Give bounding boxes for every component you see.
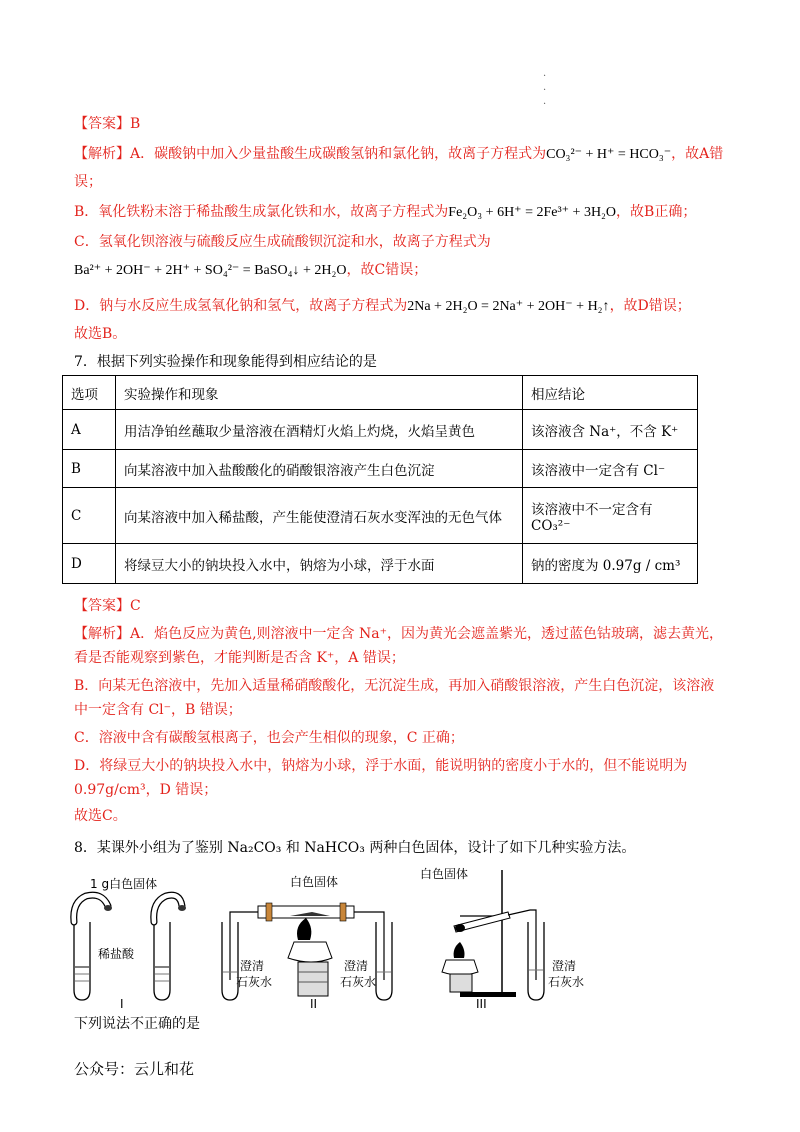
q7-analysis-line: C．溶液中含有碳酸氢根离子，也会产生相似的现象，C 正确； [74,730,464,746]
q7-analysis-line: D．将绿豆大小的钠块投入水中，钠熔为小球，浮于水面，能说明钠的密度小于水的，但不能说明为 [74,758,688,774]
q6-conclusion: 故选B。 [74,326,127,342]
figure-3 [420,866,584,1011]
q7-analysis-line: B．向某无色溶液中，先加入适量稀硝酸酸化，无沉淀生成，再加入硝酸银溶液，产生白色沉淀，该溶液 [74,678,715,694]
table-row [63,450,698,488]
figure-2 [222,874,392,1011]
footer-wechat: 公众号：云儿和花 [74,1060,195,1078]
table-header-row [63,376,698,410]
fig2-label-limewater-left-1: 澄清 [240,959,265,973]
q7-stem: 7．根据下列实验操作和现象能得到相应结论的是 [74,354,377,370]
q7-analysis-line: 0.97g/cm³，D 错误； [74,782,218,798]
row-operation: 向某溶液中加入盐酸酸化的硝酸银溶液产生白色沉淀 [116,450,523,488]
row-option: D [63,544,116,584]
row-operation: 向某溶液中加入稀盐酸，产生能使澄清石灰水变浑浊的无色气体 [116,488,523,544]
table-row [63,544,698,584]
row-option: B [63,450,116,488]
fig1-label-acid: 稀盐酸 [98,947,135,961]
q6-equation-c: Ba²⁺ + 2OH⁻ + 2H⁺ + SO₄²⁻ = BaSO₄↓ + 2H₂O [74,263,347,278]
q6-analysis-c: C．氢氧化钡溶液与硫酸反应生成硫酸钡沉淀和水，故离子方程式为 [74,234,491,250]
table-row [63,488,698,544]
q7-answer: 【答案】C [74,598,141,614]
fig2-label-limewater-right-1: 澄清 [344,959,369,973]
table-row [63,410,698,450]
q6-analysis-c-eq: Ba²⁺ + 2OH⁻ + 2H⁺ + SO₄²⁻ = BaSO₄↓ + 2H₂O，故C错误； [74,262,428,278]
fig2-roman: II [310,997,318,1011]
q6-analysis-a-cont: 误； [74,174,102,190]
q7-analysis-line: 【解析】A．焰色反应为黄色,则溶液中一定含 Na⁺，因为黄光会遮盖紫光，透过蓝色钴玻璃，滤去黄光， [74,626,723,642]
row-option: C [63,488,116,544]
fig3-label-solid: 白色固体 [420,867,469,881]
row-conclusion: 钠的密度为 0.97g / cm³ [523,544,698,584]
row-conclusion: 该溶液中一定含有 Cl⁻ [523,450,698,488]
q7-table [62,375,698,584]
fig2-label-limewater-left-2: 石灰水 [236,975,273,989]
fig3-label-limewater-1: 澄清 [552,959,577,973]
q6-equation-a: CO₃²⁻ + H⁺ = HCO₃⁻ [546,147,672,162]
row-option: A [63,410,116,450]
row-operation: 用洁净铂丝蘸取少量溶液在酒精灯火焰上灼烧，火焰呈黄色 [116,410,523,450]
q6-equation-b: Fe₂O₃ + 6H⁺ = 2Fe³⁺ + 3H₂O [448,205,617,220]
header-conclusion: 相应结论 [523,376,698,410]
q6-analysis-d: D．钠与水反应生成氢氧化钠和氢气，故离子方程式为2Na + 2H₂O = 2Na⁺ + 2OH⁻ + H₂↑，故D错误； [74,298,691,314]
q8-question: 下列说法不正确的是 [74,1016,200,1032]
fig3-label-limewater-2: 石灰水 [548,975,585,989]
q6-answer: 【答案】B [74,116,141,132]
q7-analysis-line: 看是否能观察到紫色，才能判断是否含 K⁺，A 错误； [74,650,405,666]
q6-equation-d: 2Na + 2H₂O = 2Na⁺ + 2OH⁻ + H₂↑ [407,299,610,314]
fig2-label-solid: 白色固体 [290,875,339,889]
q7-conclusion: 故选C。 [74,808,127,824]
q8-stem: 8．某课外小组为了鉴别 Na₂CO₃ 和 NaHCO₃ 两种白色固体，设计了如下几种实验方法。 [74,840,636,856]
q6-analysis-b: B．氧化铁粉末溶于稀盐酸生成氯化铁和水，故离子方程式为Fe₂O₃ + 6H⁺ = 2Fe³⁺ + 3H₂O，故B正确； [74,204,697,220]
q6-analysis-a: 【解析】A．碳酸钠中加入少量盐酸生成碳酸氢钠和氯化钠，故离子方程式为CO₃²⁻ + H⁺ = HCO₃⁻，故A错 [74,146,724,162]
row-operation: 将绿豆大小的钠块投入水中，钠熔为小球，浮于水面 [116,544,523,584]
fig3-roman: III [476,997,487,1011]
fig1-label-solid: 1 g白色固体 [90,877,158,891]
row-conclusion: 该溶液含 Na⁺，不含 K⁺ [523,410,698,450]
row-conclusion: 该溶液中不一定含有 CO₃²⁻ [523,488,698,544]
figure-1 [74,876,186,1011]
experiment-figures [62,862,702,1012]
fig1-roman: I [120,997,124,1011]
q7-analysis-line: 中一定含有 Cl⁻，B 错误； [74,702,242,718]
header-operation: 实验操作和现象 [116,376,523,410]
decorative-dots: · · · [543,71,547,110]
header-option: 选项 [63,376,116,410]
fig2-label-limewater-right-2: 石灰水 [340,975,377,989]
